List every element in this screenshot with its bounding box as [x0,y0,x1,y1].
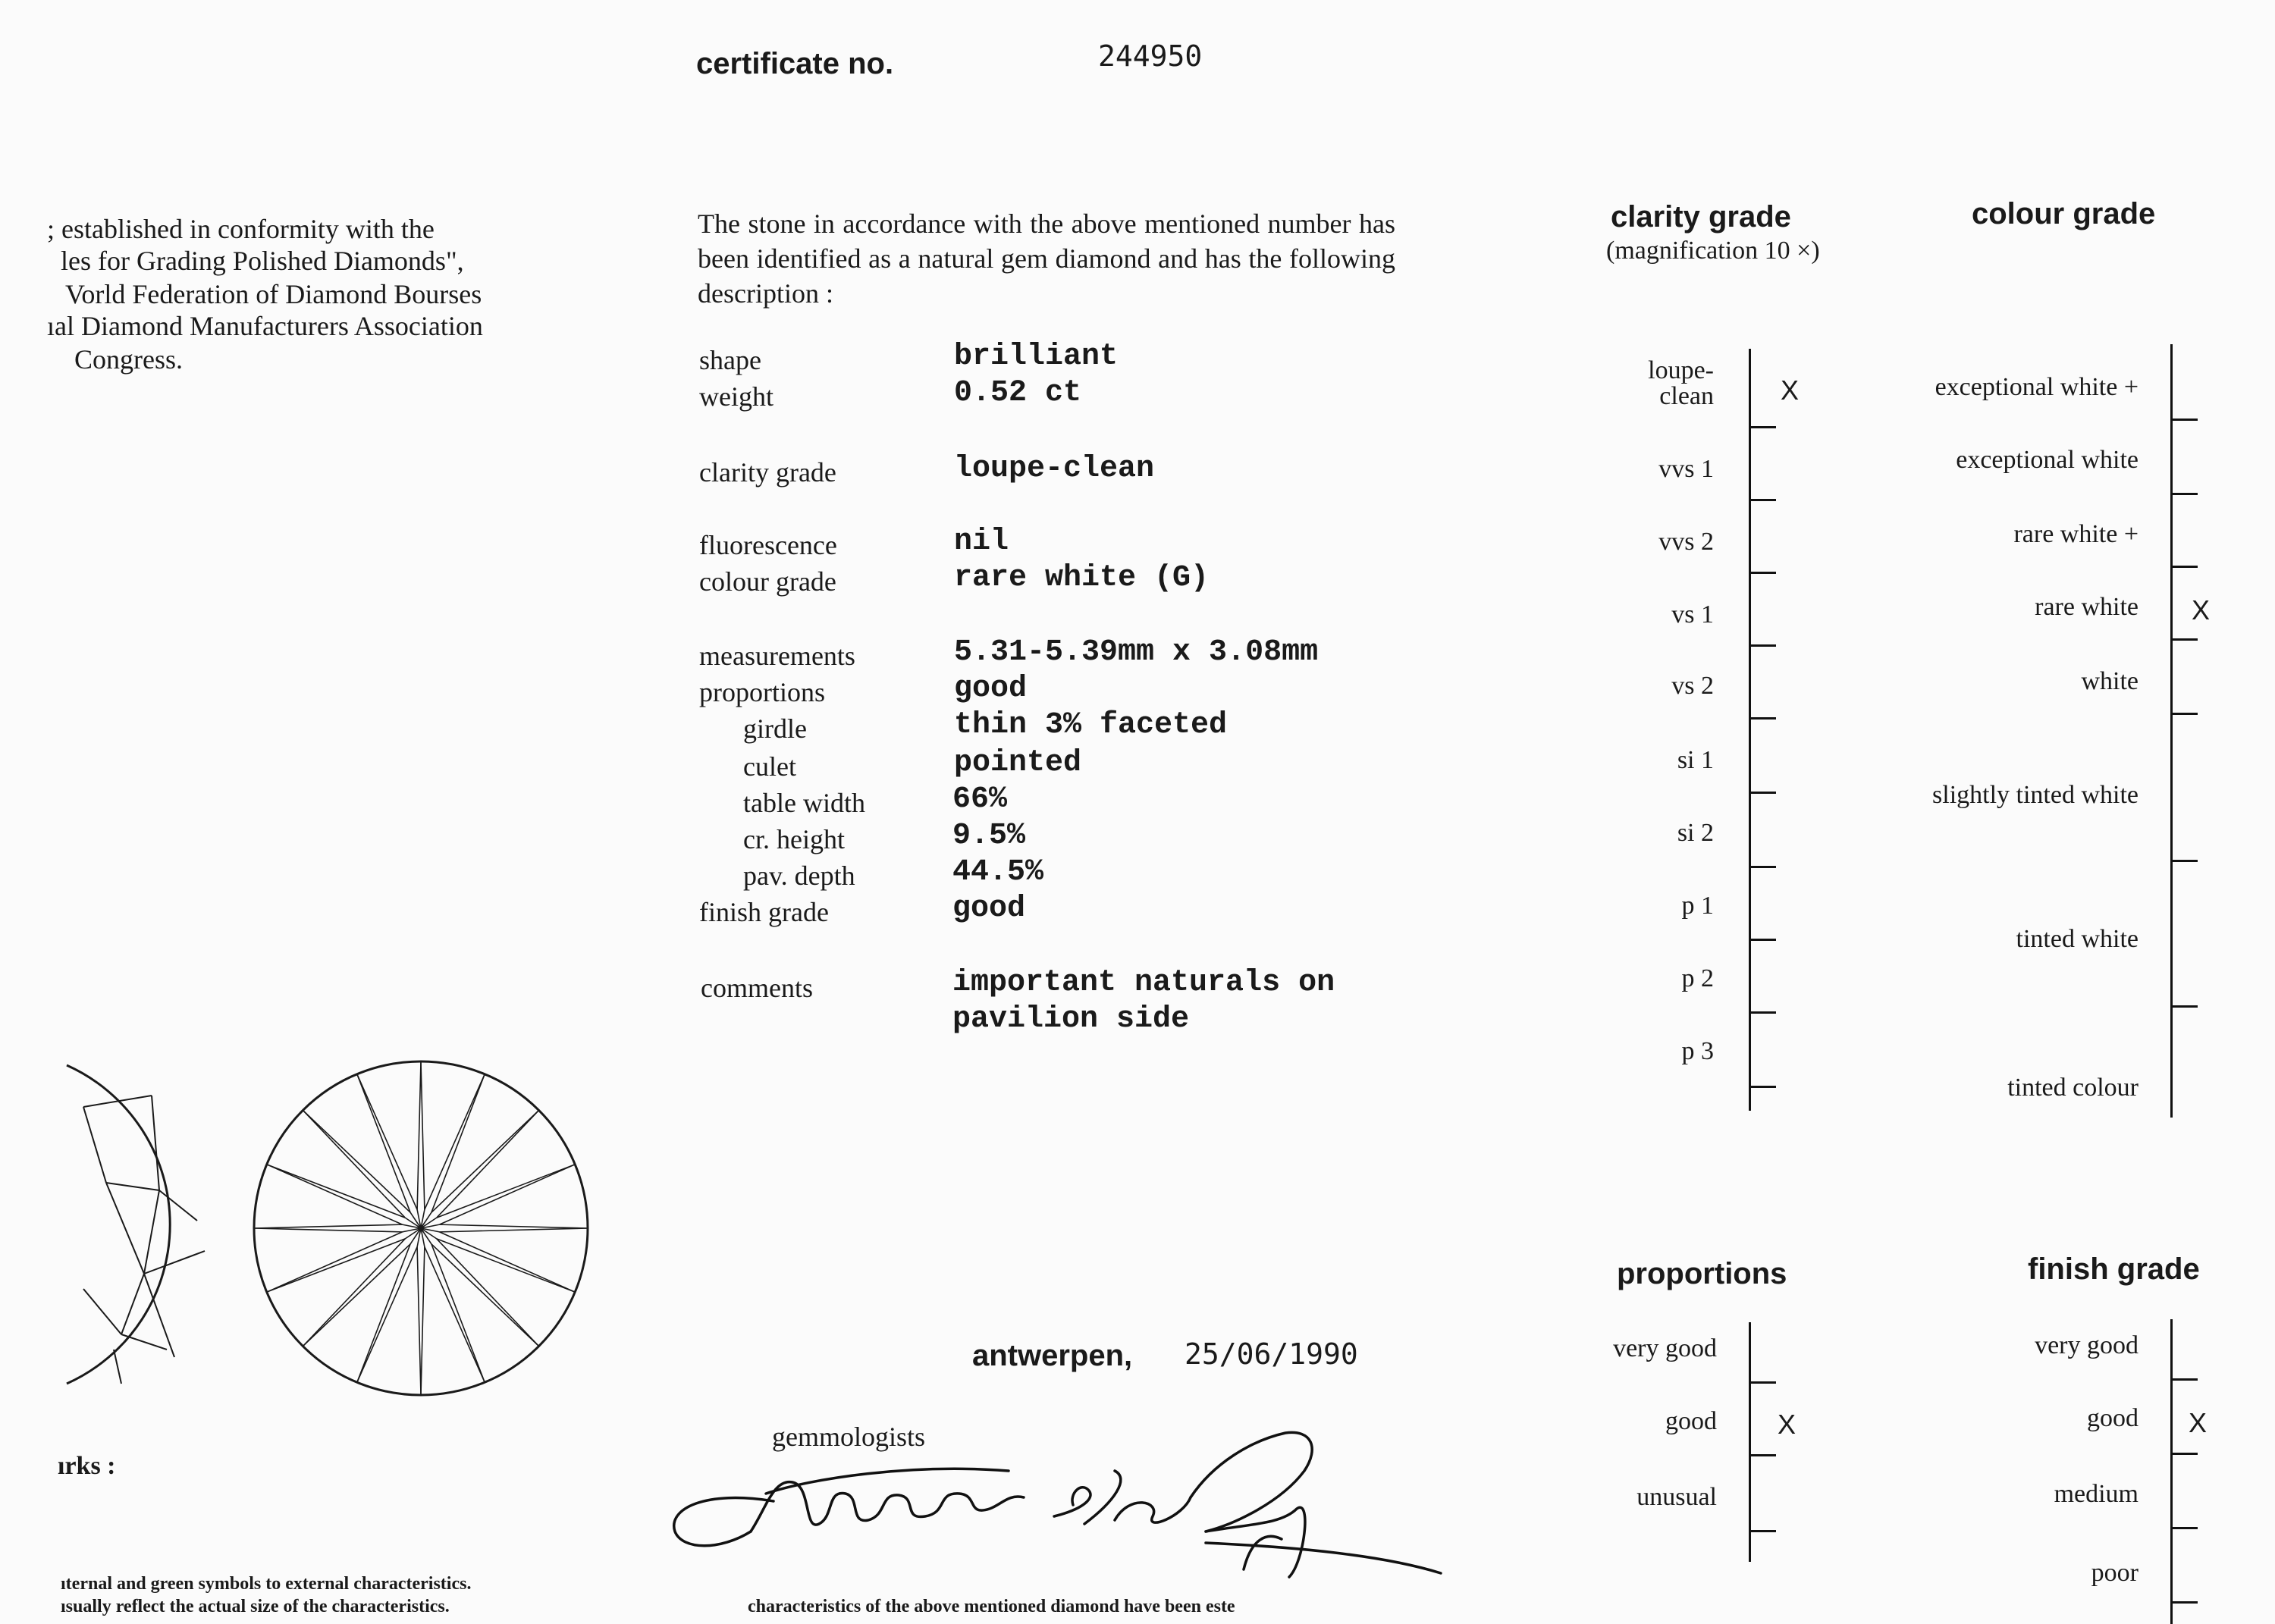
finish-scale-title: finish grade [2028,1252,2200,1286]
finish-mark: X [2189,1407,2208,1438]
colour-scale-title: colour grade [1972,197,2156,230]
colour-grade: rare white [2035,593,2138,621]
certificate-label: certificate no. [696,47,894,80]
row-value: thin 3% faceted [954,708,1228,742]
gemmologists-label: gemmologists [772,1422,926,1452]
clarity-grade: p 3 [1681,1037,1714,1065]
row-label: clarity grade [699,457,836,488]
description-intro: The stone in accordance with the above mentioned number has been identified as a natural gem diamond and has the following description : [698,208,1395,309]
proportions-scale-title: proportions [1617,1257,1787,1290]
row-value: good [954,672,1028,706]
row-value: 0.52 ct [954,376,1082,410]
certificate-number: 244950 [1098,39,1203,73]
row-value: 9.5% [952,819,1026,853]
clarity-mark: X [1781,375,1800,406]
row-label: proportions [699,677,825,707]
proportions-grade: good [1665,1407,1717,1435]
colour-grade: tinted white [2016,925,2138,953]
issue-date: 25/06/1990 [1185,1337,1358,1371]
colour-grade: exceptional white [1956,446,2138,474]
intro-line: ; established in conformity with the [47,214,435,244]
row-label: table width [743,788,865,818]
clarity-grade: vvs 2 [1658,528,1714,556]
intro-line: Vorld Federation of Diamond Bourses [65,279,482,309]
diamond-top-view-diagram [250,1058,592,1399]
clarity-grade: si 2 [1677,819,1714,847]
proportions-mark: X [1778,1409,1796,1440]
row-label: comments [701,973,813,1003]
diamond-side-view-diagram [61,1046,212,1403]
row-value: pointed [954,746,1082,780]
clarity-grade: vvs 1 [1658,455,1714,483]
legend-line: ısually reflect the actual size of the characteristics. [61,1597,450,1616]
finish-grade: very good [2035,1331,2138,1359]
row-label: girdle [743,713,807,744]
clarity-grade: vs 1 [1671,600,1714,629]
intro-line: les for Grading Polished Diamonds", [61,246,464,276]
finish-grade: good [2087,1404,2138,1432]
proportions-grade: very good [1613,1334,1717,1362]
clarity-scale-subtitle: (magnification 10 ×) [1606,237,1820,265]
row-value: 66% [952,782,1008,817]
row-value: important naturals on [952,966,1335,1000]
legend-line: ıternal and green symbols to external characteristics. [61,1574,472,1594]
colour-grade: rare white + [2013,520,2138,548]
intro-line: ıal Diamond Manufacturers Association [47,311,483,341]
clarity-grade: p 2 [1681,964,1714,992]
footer-note: characteristics of the above mentioned diamond have been este [748,1597,1235,1616]
row-label: culet [743,751,796,782]
clarity-grade: clean [1659,382,1714,410]
colour-grade: tinted colour [2007,1074,2138,1102]
row-label: pav. depth [743,861,855,891]
row-label: finish grade [699,897,829,927]
colour-grade: slightly tinted white [1932,781,2138,809]
remarks-label: ırks : [58,1452,116,1480]
row-value: good [952,892,1026,926]
row-label: weight [699,381,774,412]
row-value: nil [954,525,1009,559]
clarity-grade: p 1 [1681,892,1714,920]
colour-mark: X [2192,594,2211,625]
colour-grade: white [2081,667,2138,695]
row-value: 44.5% [952,855,1044,889]
colour-grade: exceptional white + [1935,373,2138,401]
clarity-scale-title: clarity grade [1611,200,1791,234]
row-label: measurements [699,641,855,671]
row-label: fluorescence [699,530,837,560]
clarity-grade: loupe- [1648,356,1714,384]
row-value: brilliant [954,340,1119,374]
clarity-grade: si 1 [1677,746,1714,774]
finish-grade: poor [2091,1559,2138,1587]
row-value: loupe-clean [954,452,1155,486]
finish-grade: medium [2054,1480,2138,1508]
intro-line: Congress. [74,344,183,375]
place: antwerpen, [972,1339,1133,1372]
proportions-grade: unusual [1636,1483,1717,1511]
row-label: shape [699,345,761,375]
row-label: colour grade [699,566,836,597]
row-value: rare white (G) [954,561,1210,595]
row-value: 5.31-5.39mm x 3.08mm [954,635,1319,669]
row-label: cr. height [743,824,845,854]
signature [660,1418,1456,1600]
row-value: pavilion side [952,1002,1190,1036]
clarity-grade: vs 2 [1671,672,1714,700]
